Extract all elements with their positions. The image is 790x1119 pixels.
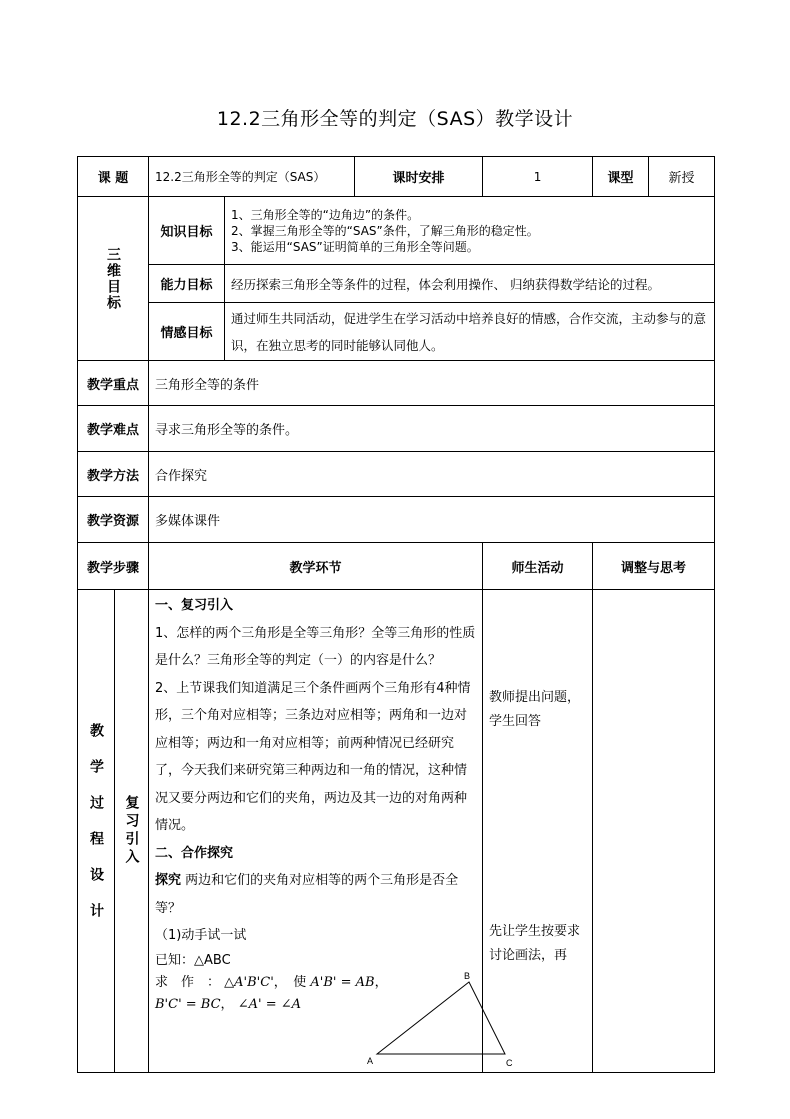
heading-explore: 二、合作探究 xyxy=(155,845,234,861)
construct-mid: ， 使 xyxy=(273,974,307,990)
process-label: 教学过程设计 xyxy=(78,590,115,1073)
difficulty-value: 寻求三角形全等的条件。 xyxy=(149,406,715,452)
schedule-value: 1 xyxy=(483,157,593,197)
teacher-text-1: 教师提出问题，学生回答 xyxy=(489,690,581,729)
document-title: 12.2三角形全等的判定（SAS）教学设计 xyxy=(216,108,574,130)
steps-header-row xyxy=(78,543,715,590)
lesson-plan-table xyxy=(77,156,715,1073)
construct-area xyxy=(155,971,513,1070)
focus-value: 三角形全等的条件 xyxy=(149,361,715,406)
link-label: 教学环节 xyxy=(149,543,483,590)
knowledge-goal-content xyxy=(225,197,715,265)
ability-goal-row xyxy=(78,265,715,303)
explore-label: 探究 xyxy=(155,873,182,888)
construct-eq1: A'B' = AB xyxy=(310,974,375,990)
construct-eq3: ∠A' = ∠A xyxy=(237,996,301,1012)
method-value: 合作探究 xyxy=(149,452,715,497)
type-label: 课型 xyxy=(593,157,649,197)
heading-review: 一、复习引入 xyxy=(155,598,234,613)
resource-row xyxy=(78,497,715,543)
process-content xyxy=(149,590,513,1073)
review-explanation: 2、上节课我们知道满足三个条件画两个三角形有4种情形，三个角对应相等；三条边对应相等；两角和一边对应相等；两边和一角对应相等；前两种情况已经研究了，今天我们来研究第三种两边和一角的情况，这种情况又要分两边和它们的夹角，两边及其一边的对角两种情况。 xyxy=(155,680,471,833)
method-label: 教学方法 xyxy=(78,452,149,497)
knowledge-item: 3、能运用“SAS”证明简单的三角形全等问题。 xyxy=(231,239,479,254)
difficulty-label: 教学难点 xyxy=(78,406,149,452)
given-text: 已知：△ABC xyxy=(155,952,231,968)
vertex-b: B xyxy=(464,971,471,981)
emotion-goal-row xyxy=(78,303,715,361)
review-question: 1、怎样的两个三角形是全等三角形？全等三角形的性质是什么？三角形全等的判定（一）的内容是什么？ xyxy=(155,625,476,668)
knowledge-item: 2、掌握三角形全等的“SAS”条件，了解三角形的稳定性。 xyxy=(231,223,539,238)
try-label: （1)动手试一试 xyxy=(155,928,247,943)
reflection-cell xyxy=(593,590,715,1073)
construct-triangle: △A'B'C' xyxy=(224,974,274,990)
construct-eq2: B'C' = BC xyxy=(155,996,221,1012)
construct-label: 求 作 ： xyxy=(155,974,221,990)
type-value: 新授 xyxy=(649,157,715,197)
explore-question xyxy=(155,867,476,922)
method-row xyxy=(78,452,715,497)
knowledge-goal-label: 知识目标 xyxy=(149,197,225,265)
focus-row xyxy=(78,361,715,406)
vertex-c: C xyxy=(506,1057,513,1068)
subject-value: 12.2三角形全等的判定（SAS） xyxy=(149,157,355,197)
focus-label: 教学重点 xyxy=(78,361,149,406)
explore-text: 两边和它们的夹角对应相等的两个三角形是否全等？ xyxy=(155,873,459,916)
construct-line-2: B'C' = BC， ∠A' = ∠A xyxy=(155,996,301,1012)
difficulty-row xyxy=(78,406,715,452)
subject-label: 课 题 xyxy=(78,157,149,197)
reflection-label: 调整与思考 xyxy=(593,543,715,590)
header-row xyxy=(78,157,715,197)
emotion-goal-label: 情感目标 xyxy=(149,303,225,361)
triangle-shape xyxy=(377,982,505,1054)
knowledge-item: 1、三角形全等的“边角边”的条件。 xyxy=(231,207,420,222)
schedule-label: 课时安排 xyxy=(355,157,483,197)
resource-value: 多媒体课件 xyxy=(149,497,715,543)
process-row xyxy=(78,590,715,1073)
goals-section-label: 三维目标 xyxy=(78,197,149,361)
steps-label: 教学步骤 xyxy=(78,543,149,590)
construct-tail: ， xyxy=(374,974,388,990)
knowledge-goal-row xyxy=(78,197,715,265)
ability-goal-content: 经历探索三角形全等条件的过程，体会利用操作、 归纳获得数学结论的过程。 xyxy=(225,265,715,303)
ability-goal-label: 能力目标 xyxy=(149,265,225,303)
process-sub-label: 复习引入 xyxy=(115,590,149,1073)
emotion-goal-content: 通过师生共同活动，促进学生在学习活动中培养良好的情感，合作交流，主动参与的意识，在独立思考的同时能够认同他人。 xyxy=(225,303,715,361)
triangle-diagram xyxy=(355,972,515,1070)
teacher-text-2: 先让学生按要求讨论画法，再 xyxy=(489,924,581,963)
activity-label: 师生活动 xyxy=(483,543,593,590)
resource-label: 教学资源 xyxy=(78,497,149,543)
vertex-a: A xyxy=(367,1055,374,1066)
